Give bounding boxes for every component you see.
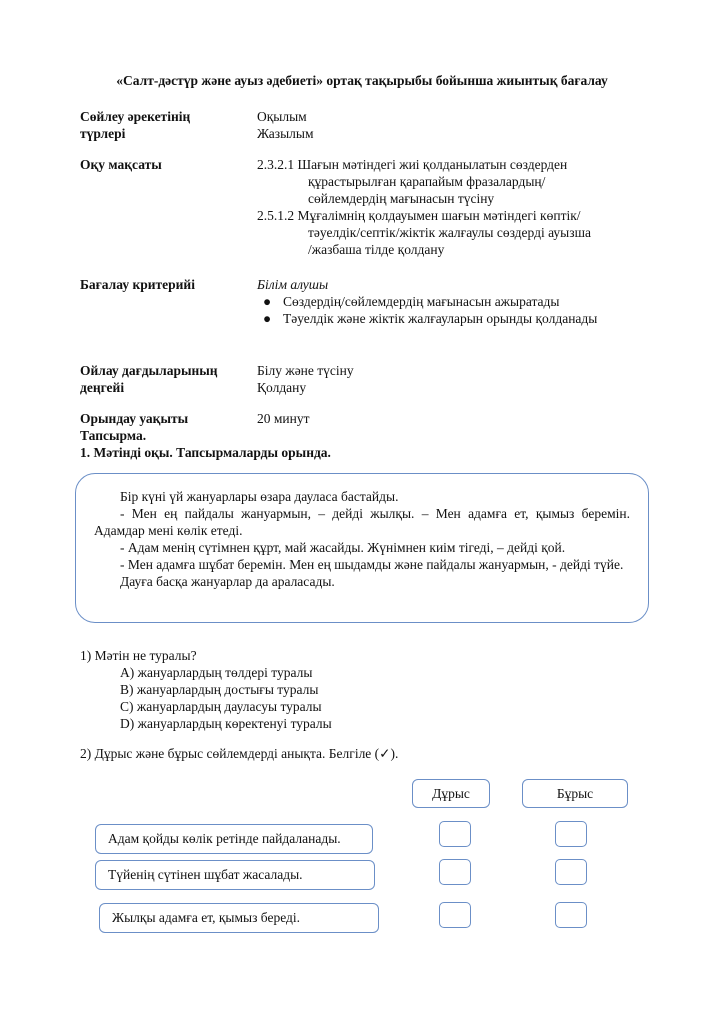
criteria-item-text: Тәуелдік және жіктік жалғауларын орынды қолданады xyxy=(283,311,598,326)
false-column-header: Бұрыс xyxy=(522,779,628,808)
statement-3: Жылқы адамға ет, қымыз береді. xyxy=(99,903,379,933)
statement-3-false-checkbox[interactable] xyxy=(555,902,587,928)
question-1: 1) Мәтін не туралы? xyxy=(80,648,197,663)
page-title: «Салт-дәстүр және ауыз әдебиеті» ортақ тақырыбы бойынша жиынтық бағалау xyxy=(116,73,608,88)
statement-1: Адам қойды көлік ретінде пайдаланады. xyxy=(95,824,373,854)
learning-goal-2-line3: /жазбаша тілде қолдану xyxy=(308,242,445,257)
learning-goal-1-line2: құрастырылған қарапайым фразалардың/ xyxy=(308,174,546,189)
learning-goals xyxy=(257,156,647,258)
bullet-icon: ● xyxy=(263,311,272,326)
time-value: 20 минут xyxy=(257,411,310,426)
passage-paragraph: - Мен ең пайдалы жануармын, – дейді жылқы. – Мен адамға ет, қымыз беремін. Адамдар мені көлік етеді. xyxy=(94,506,630,538)
passage-paragraph: Дауға басқа жануарлар да араласады. xyxy=(120,574,335,589)
option-d[interactable]: D) жануарлардың көректенуі туралы xyxy=(120,716,332,731)
learning-goal-1-line1: 2.3.2.1 Шағын мәтіндегі жиі қолданылатын сөздерден xyxy=(257,157,568,172)
thinking-skills-label-line2: деңгейі xyxy=(80,380,125,395)
speech-types-label-line1: Сөйлеу әрекетінің xyxy=(80,109,191,124)
speech-type-writing: Жазылым xyxy=(257,126,314,141)
criteria-item xyxy=(263,293,647,310)
question-1-options xyxy=(120,664,332,732)
statement-3-true-checkbox[interactable] xyxy=(439,902,471,928)
reading-passage xyxy=(75,473,649,623)
option-c[interactable]: С) жануарлардың дауласуы туралы xyxy=(120,699,322,714)
criteria-item xyxy=(263,310,647,327)
question-2: 2) Дұрыс және бұрыс сөйлемдерді анықта. Белгіле (✓). xyxy=(80,746,399,761)
passage-paragraph: Бір күні үй жануарлары өзара дауласа бастайды. xyxy=(120,489,399,504)
passage-paragraph: - Мен адамға шұбат беремін. Мен ең шыдамды және пайдалы жануармын, - дейді түйе. xyxy=(120,557,624,572)
learning-goal-2-line2: тәуелдік/септік/жіктік жалғаулы сөздерді ауызша xyxy=(308,225,591,240)
thinking-skills-label-line1: Ойлау дағдыларының xyxy=(80,363,218,378)
task-1-heading: 1. Мәтінді оқы. Тапсырмаларды орында. xyxy=(80,445,331,460)
learning-goal-2-line1: 2.5.1.2 Мұғалімнің қолдауымен шағын мәтіндегі көптік/ xyxy=(257,208,581,223)
criteria-subject: Білім алушы xyxy=(257,277,329,292)
criteria-item-text: Сөздердің/сөйлемдердің мағынасын ажыратады xyxy=(283,294,560,309)
assessment-criteria-label: Бағалау критерийі xyxy=(80,277,195,292)
speech-types-label xyxy=(80,108,250,142)
speech-type-reading: Оқылым xyxy=(257,109,307,124)
time-label-text: Орындау уақыты xyxy=(80,411,189,426)
speech-types-label-line2: түрлері xyxy=(80,126,126,141)
thinking-skills-label xyxy=(80,362,250,396)
task-label: Тапсырма. xyxy=(80,428,147,443)
statement-1-false-checkbox[interactable] xyxy=(555,821,587,847)
option-b[interactable]: В) жануарлардың достығы туралы xyxy=(120,682,319,697)
statement-2: Түйенің сүтінен шұбат жасалады. xyxy=(95,860,375,890)
statement-2-true-checkbox[interactable] xyxy=(439,859,471,885)
thinking-level-1: Білу және түсіну xyxy=(257,363,354,378)
true-column-header: Дұрыс xyxy=(412,779,490,808)
learning-goal-1-line3: сөйлемдердің мағынасын түсіну xyxy=(308,191,495,206)
thinking-level-2: Қолдану xyxy=(257,380,307,395)
statement-2-false-checkbox[interactable] xyxy=(555,859,587,885)
option-a[interactable]: А) жануарлардың төлдері туралы xyxy=(120,665,313,680)
time-label xyxy=(80,410,250,444)
passage-paragraph: - Адам менің сүтімнен құрт, май жасайды. Жүнімнен киім тігеді, – дейді қой. xyxy=(120,540,566,555)
thinking-skills-value xyxy=(257,362,647,396)
assessment-criteria xyxy=(257,276,647,327)
learning-goal-1 xyxy=(257,156,647,207)
learning-goal-label: Оқу мақсаты xyxy=(80,157,162,172)
learning-goal-2 xyxy=(257,207,647,258)
statement-1-true-checkbox[interactable] xyxy=(439,821,471,847)
bullet-icon: ● xyxy=(263,294,272,309)
speech-types-value xyxy=(257,108,647,142)
criteria-list xyxy=(257,293,647,327)
